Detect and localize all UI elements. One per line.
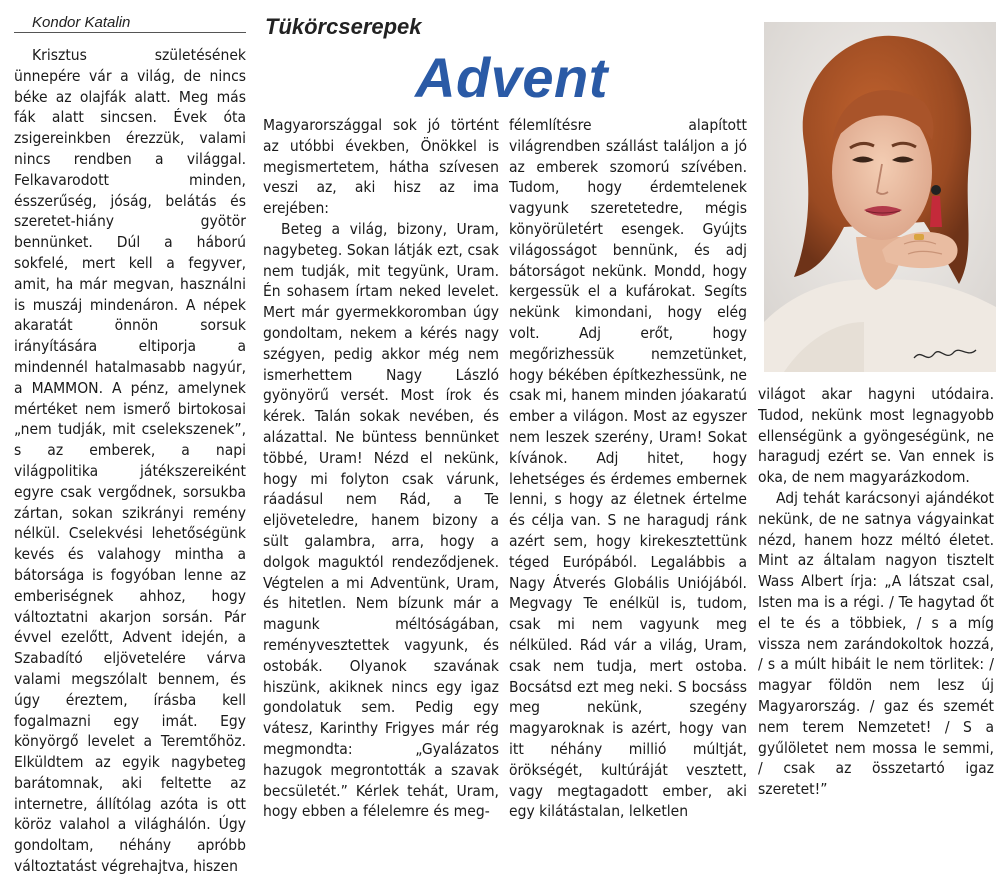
text-column-4: [758, 384, 994, 800]
paragraph: félemlítésre alapított világrendben szállást találjon a jó az emberek szomorú szívében. Tudom, hogy érdemtelenek vagyunk szeretetedre, mégis könyörületért esengek. Gyújts világosságot bennünk, és adj bátorságot nekünk. Mondd, hogy kergessük el a kufárokat. Segíts nekünk kimondani, hogy elég volt. Adj erőt, hogy megőrizhessük nemzetünket, hogy békében építkezhessünk, ne csak mi, hanem minden jóakaratú ember a világon. Most az egyszer nem leszek szerény, Uram! Sokat kívánok. Adj hitet, hogy lehetséges és érdemes embernek lenni, s hogy az életnek értelme és célja van. S ne haragudj ránk azért sem, hogy kirekesztettünk téged Európából. Legalábbis a Nagy Átverés Globális Uniójából. Megvagy Te enélkül is, tudom, csak mi nem vagyunk meg nélküled. Rád vár a világ, Uram, csak nem tudja, mert ostoba. Bocsátsd ezt meg neki. S bocsáss meg nekünk, szegény magyaroknak is azért, hogy van itt néhány millió múltját, örökségét, kultúráját vesztett, vagy megtagadott ember, aki egy kilátástalan, lelketlen: [509, 116, 747, 821]
paragraph: Beteg a világ, bizony, Uram, nagybeteg. Sokan látják ezt, csak nem tudják, mit tegyünk, Uram. Én sohasem írtam neked levelet. Mert már gyermekkoromban úgy gondoltam, nekem a kérés nagy szégyen, pedig akkor még nem ismerhettem Nagy László gyönyörű versét. Most írok és kérek. Talán sokak nevében, és alázattal. Ne büntess bennünket többé, Uram! Nézd el nekünk, hogy mi folyton csak várunk, ráadásul nem Rád, a Te eljöveteledre, hanem bizony a sült galambra, arra, hogy a dolgok maguktól rendeződjenek. Végtelen a mi Adventünk, Uram, és hitetlen. Nem bízunk már a magunk méltóságában, reményvesztettek vagyunk, és ostobák. Olyanok szavának hiszünk, akiknek nincs egy igaz gondolatuk sem. Pedig egy vátesz, Karinthy Frigyes már rég megmondta: „Gyalázatos hazugok megrontották a szavak becsületét.” Kérlek tehát, Uram, hogy ebben a félelemre és meg-: [263, 219, 499, 821]
text-column-2: [263, 115, 499, 822]
text-column-1: [14, 45, 246, 877]
paragraph: Adj tehát karácsonyi ajándékot nekünk, de ne satnya vágyainkat nézd, hanem hozz méltó életet. Mint az általam nagyon tisztelt Wass Albert írja: „A látszat csal, Isten ma is a régi. / Te hagytad őt el te és a többiek, / s a míg vissza nem zarándokoltok hozzá, / s a múlt hibáit le nem törlitek: / magyar földön nem lesz új Magyarország. / gaz és szemét nem terem Nemzetet! / S a gyűlöletet nem mossa le semmi, / csak az összetartó igaz szeretet!”: [758, 488, 994, 799]
portrait-image: [764, 22, 996, 372]
paragraph: Krisztus születésének ünnepére vár a világ, de nincs béke az olajfák alatt. Meg más fák alatt sincsen. Évek óta zsigereinkben érezzük, valami nincs rendben a világgal. Felkavarodott minden, ésszerűség, jóság, belátás és szeretet-hiány gyötör bennünket. Dúl a háború sokfelé, mert kell a fegyver, amit, ha már megvan, használni is muszáj mindenáron. A népek akaratát önnön sorsuk irányítására eltiporja a mindennél hatalmasabb nagyúr, a MAMMON. A pénz, amelynek mértéket nem ismerő birtokosai „nem tudják, mit cselekszenek”, s az emberek, a napi világpolitika játékszereiként egyre csak vergődnek, sorsukba zártan, sokan szikrányi remény nélkül. Cselekvési lehetőségünk kevés és valahogy mintha a bátorsága is fogyóban lenne az emberiségnek ahhoz, hogy változtatni akarjon sorsán. Pár évvel ezelőtt, Advent idején, a Szabadító eljövetelére várva valami megszólalt bennem, és úgy éreztem, írásba kell fogalmazni egy imát. Egy könyörgő levelet a Teremtőhöz. Elküldtem az egyik nagybeteg barátomnak, aki feltette az internetre, állítólag azóta is ott köröz valahol a világhálón. Úgy gondoltam, néhány apróbb változtatást végrehajtva, hiszen: [14, 46, 246, 876]
column-kicker: Tükörcserepek: [265, 14, 422, 39]
author-byline: Kondor Katalin: [14, 14, 246, 33]
author-portrait-photo: [764, 22, 996, 372]
paragraph: Magyarországgal sok jó történt az utóbbi években, Önökkel is megismertetem, hátha szívesen veszi az, aki hisz az ima erejében:: [263, 116, 499, 218]
text-column-3: [509, 115, 747, 822]
article-title: Advent: [415, 46, 608, 109]
paragraph: világot akar hagyni utódaira. Tudod, nekünk most legnagyobb ellenségünk a gyöngeségünk, ne haragudj ezért se. Van ennek is oka, de nem magyarázkodom.: [758, 385, 994, 487]
